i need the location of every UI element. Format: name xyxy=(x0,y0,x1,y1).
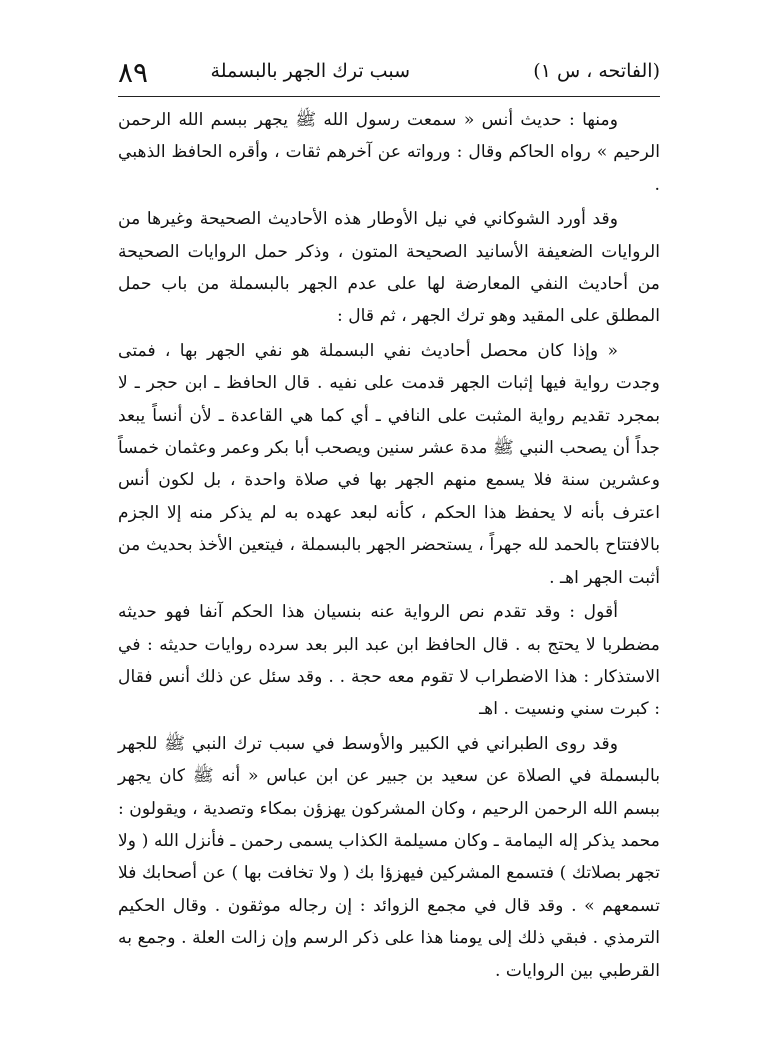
paragraph: ومنها : حديث أنس « سمعت رسول الله ﷺ يجهر ببسم الله الرحمن الرحيم » رواه الحاكم وقال : ورواته عن آخرهم ثقات ، وأقره الحافظ الذهبي . xyxy=(118,110,660,195)
page-number: ٨٩ xyxy=(118,56,149,89)
paragraph: وقد روى الطبراني في الكبير والأوسط في سبب ترك النبي ﷺ للجهر بالبسملة في الصلاة عن سعيد بن جبير عن ابن عباس « أنه ﷺ كان يجهر ببسم الله الرحمن الرحيم ، وكان المشركون يهزؤن بمكاء وتصدية ، ويقولون : محمد يذكر إله اليمامة ـ وكان مسيلمة الكذاب يسمى رحمن ـ فأنزل الله ( ولا تجهر بصلاتك ) فتسمع المشركين فيهزؤا بك ( ولا تخافت بها ) عن أصحابك فلا تسمعهم » . وقد قال في مجمع الزوائد : إن رجاله موثقون . وقال الحكيم الترمذي . فبقي ذلك إلى يومنا هذا على ذكر الرسم وإن زالت العلة . وجمع به القرطبي بين الروايات . xyxy=(118,733,660,981)
paragraph: أقول : وقد تقدم نص الرواية عنه بنسيان هذا الحكم آنفا فهو حديثه مضطربا لا يحتج به . قال الحافظ ابن عبد البر بعد سرده روايات حديثه : في الاستذكار : هذا الاضطراب لا تقوم معه حجة . . وقد سئل عن ذلك أنس فقال : كبرت سني ونسيت . اهـ xyxy=(118,602,660,720)
page-header xyxy=(118,58,660,94)
header-divider xyxy=(118,96,660,97)
paragraph: وقد أورد الشوكاني في نيل الأوطار هذه الأحاديث الصحيحة وغيرها من الروايات الضعيفة الأسانيد الصحيحة المتون ، وذكر حمل الروايات الصحيحة من أحاديث النفي المعارضة لها على عدم الجهر بالبسملة من باب حمل المطلق على المقيد وهو ترك الجهر ، ثم قال : xyxy=(118,209,660,327)
surah-reference: (الفاتحه ، س ١) xyxy=(533,60,660,82)
paragraph: « وإذا كان محصل أحاديث نفي البسملة هو نفي الجهر بها ، فمتى وجدت رواية فيها إثبات الجهر قدمت على نفيه . قال الحافظ ـ ابن حجر ـ لا بمجرد تقديم رواية المثبت على النافي ـ أي كما هي القاعدة ـ لأن أنساً يبعد جداً أن يصحب النبي ﷺ مدة عشر سنين ويصحب أبا بكر وعمر وعثمان خمساً وعشرين سنة فلا يسمع منهم الجهر بها في صلاة واحدة ، بل لكون أنس اعترف بأنه لا يحفظ هذا الحكم ، كأنه لبعد عهده به لم يذكر منه إلا الجزم بالافتتاح بالحمد لله جهراً ، يستحضر الجهر بالبسملة ، فيتعين الأخذ بحديث من أثبت الجهر اهـ . xyxy=(118,340,660,588)
body-text xyxy=(118,104,660,987)
running-title: سبب ترك الجهر بالبسملة xyxy=(210,60,410,82)
